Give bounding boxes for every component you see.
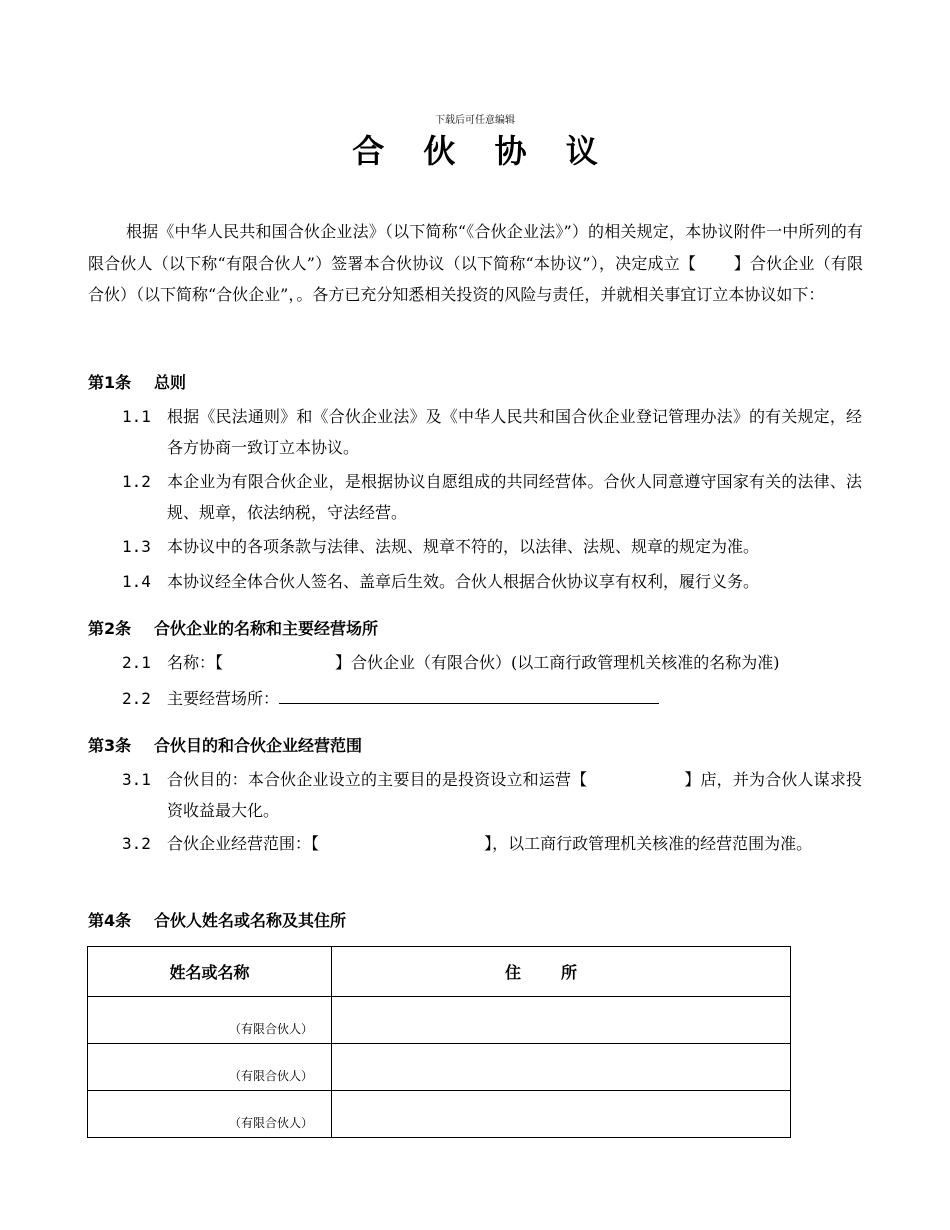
- clause-number: 3.2: [122, 834, 151, 853]
- clause-text: 合伙目的：本合伙企业设立的主要目的是投资设立和运营【 】店，并为合伙人谋求投资收益最大化。: [167, 770, 862, 820]
- section-title: 合伙人姓名或名称及其住所: [154, 911, 347, 930]
- clause-number: 1.4: [122, 572, 151, 591]
- partner-address-cell: [332, 1091, 791, 1138]
- table-row: [88, 1044, 791, 1091]
- partners-table: [87, 946, 791, 1138]
- clause-text: 主要经营场所：: [167, 689, 280, 708]
- section-number: 第1条: [88, 373, 132, 392]
- address-blank-line: [279, 685, 659, 704]
- section-title: 总则: [154, 373, 187, 392]
- table-row: [88, 1091, 791, 1138]
- clause-number: 2.2: [122, 689, 151, 708]
- partner-address-cell: [332, 997, 791, 1044]
- table-header-row: [88, 947, 791, 997]
- clause-text: 名称：【 】合伙企业（有限合伙）(以工商行政管理机关核准的名称为准): [167, 653, 780, 672]
- section-heading-3: [88, 733, 362, 756]
- clause-2-1: [122, 647, 862, 678]
- clause-3-2: [122, 828, 862, 859]
- clause-text: 根据《民法通则》和《合伙企业法》及《中华人民共和国合伙企业登记管理办法》的有关规定，经各方协商一致订立本协议。: [167, 407, 862, 457]
- section-number: 第3条: [88, 736, 132, 755]
- clause-number: 3.1: [122, 770, 151, 789]
- address-column-header: 住所: [332, 947, 791, 997]
- header-note: 下载后可任意编辑: [435, 115, 515, 126]
- name-column-header: 姓名或名称: [88, 947, 332, 997]
- clause-text: 本企业为有限合伙企业，是根据协议自愿组成的共同经营体。合伙人同意遵守国家有关的法律、法规、规章，依法纳税，守法经营。: [167, 472, 862, 522]
- clause-number: 2.1: [122, 653, 151, 672]
- clause-text: 本协议中的各项条款与法律、法规、规章不符的，以法律、法规、规章的规定为准。: [167, 537, 760, 556]
- section-heading-1: [88, 370, 186, 393]
- clause-text: 合伙企业经营范围：【 】，以工商行政管理机关核准的经营范围为准。: [167, 834, 813, 853]
- clause-3-1: [122, 764, 862, 826]
- partner-address-cell: [332, 1044, 791, 1091]
- clause-number: 1.1: [122, 407, 151, 426]
- clause-text: 本协议经全体合伙人签名、盖章后生效。合伙人根据合伙协议享有权利，履行义务。: [167, 572, 760, 591]
- clause-number: 1.2: [122, 472, 151, 491]
- partner-name-cell: （有限合伙人）: [88, 1044, 332, 1091]
- section-title: 合伙企业的名称和主要经营场所: [154, 619, 379, 638]
- section-title: 合伙目的和合伙企业经营范围: [154, 736, 363, 755]
- clause-2-2: [122, 683, 862, 714]
- section-heading-2: [88, 616, 378, 639]
- intro-paragraph: 根据《中华人民共和国合伙企业法》（以下简称“《合伙企业法》”）的相关规定，本协议附件一中所列的有限合伙人（以下称“有限合伙人”）签署本合伙协议（以下简称“本协议”），决定成立【 】合伙企业（有限合伙）（以下简称“合伙企业”，。各方已充分知悉相关投资的风险与责任，并就相关事宜订立本协议如下：: [88, 222, 863, 304]
- document-title: 合 伙 协 议: [352, 132, 612, 170]
- section-number: 第4条: [88, 911, 132, 930]
- section-heading-4: [88, 908, 346, 931]
- clause-1-4: [122, 566, 862, 597]
- clause-number: 1.3: [122, 537, 151, 556]
- section-number: 第2条: [88, 619, 132, 638]
- table-row: [88, 997, 791, 1044]
- clause-1-3: [122, 531, 862, 562]
- clause-1-1: [122, 401, 862, 463]
- partner-name-cell: （有限合伙人）: [88, 1091, 332, 1138]
- clause-1-2: [122, 466, 862, 528]
- partner-name-cell: （有限合伙人）: [88, 997, 332, 1044]
